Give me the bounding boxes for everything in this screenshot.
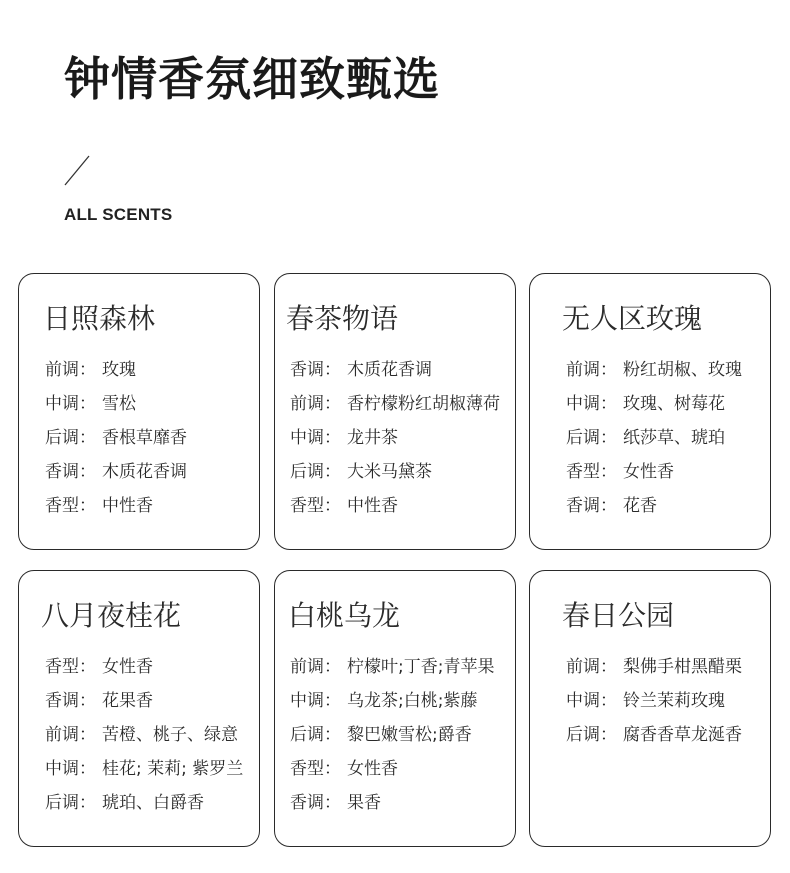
note-separator: ： xyxy=(79,394,96,414)
note-label: 香调 xyxy=(290,360,324,380)
note-list xyxy=(566,650,742,752)
note-separator: ： xyxy=(324,428,341,448)
note-label: 前调 xyxy=(290,657,324,677)
scent-name: 白桃乌龙 xyxy=(288,599,401,632)
note-row xyxy=(290,387,500,421)
note-label: 中调 xyxy=(566,394,600,414)
note-label: 后调 xyxy=(290,725,324,745)
note-value: 香根草靡香 xyxy=(102,428,187,448)
note-row xyxy=(290,786,494,820)
note-value: 琥珀、白爵香 xyxy=(102,793,204,813)
note-row xyxy=(45,455,187,489)
note-separator: ： xyxy=(600,657,617,677)
note-separator: ： xyxy=(324,793,341,813)
note-label: 香型 xyxy=(45,657,79,677)
note-row xyxy=(45,718,243,752)
scent-name: 无人区玫瑰 xyxy=(562,302,703,335)
note-label: 香调 xyxy=(290,793,324,813)
note-value: 木质花香调 xyxy=(102,462,187,482)
note-separator: ： xyxy=(324,496,341,516)
note-separator: ： xyxy=(600,360,617,380)
note-label: 前调 xyxy=(45,725,79,745)
note-separator: ： xyxy=(79,360,96,380)
slash-divider xyxy=(64,155,90,186)
note-value: 腐香香草龙涎香 xyxy=(623,725,742,745)
note-list xyxy=(45,650,243,820)
note-row xyxy=(290,421,500,455)
scent-card xyxy=(529,570,771,847)
note-row xyxy=(566,718,742,752)
note-label: 后调 xyxy=(566,725,600,745)
note-row xyxy=(290,650,494,684)
note-row xyxy=(290,718,494,752)
note-label: 香型 xyxy=(45,496,79,516)
note-label: 香型 xyxy=(290,496,324,516)
note-value: 香柠檬粉红胡椒薄荷 xyxy=(347,394,500,414)
note-value: 苦橙、桃子、绿意 xyxy=(102,725,238,745)
note-row xyxy=(290,752,494,786)
note-label: 前调 xyxy=(45,360,79,380)
note-value: 女性香 xyxy=(347,759,398,779)
note-label: 后调 xyxy=(290,462,324,482)
scent-name: 春茶物语 xyxy=(286,302,399,335)
note-label: 后调 xyxy=(45,793,79,813)
note-label: 香调 xyxy=(45,691,79,711)
note-row xyxy=(290,489,500,523)
note-separator: ： xyxy=(324,462,341,482)
note-row xyxy=(566,455,742,489)
note-label: 后调 xyxy=(45,428,79,448)
note-value: 铃兰茉莉玫瑰 xyxy=(623,691,725,711)
note-row xyxy=(45,786,243,820)
note-row xyxy=(45,353,187,387)
note-separator: ： xyxy=(600,496,617,516)
note-value: 粉红胡椒、玫瑰 xyxy=(623,360,742,380)
note-row xyxy=(566,684,742,718)
note-value: 女性香 xyxy=(623,462,674,482)
note-value: 玫瑰、树莓花 xyxy=(623,394,725,414)
note-label: 中调 xyxy=(290,691,324,711)
scent-card xyxy=(529,273,771,550)
note-separator: ： xyxy=(79,691,96,711)
note-label: 香调 xyxy=(45,462,79,482)
note-row xyxy=(45,752,243,786)
note-list xyxy=(290,650,494,820)
note-separator: ： xyxy=(324,691,341,711)
note-row xyxy=(45,387,187,421)
note-value: 梨佛手柑黑醋栗 xyxy=(623,657,742,677)
scent-card xyxy=(18,273,260,550)
note-row xyxy=(45,489,187,523)
note-separator: ： xyxy=(600,428,617,448)
scent-card xyxy=(274,570,516,847)
note-label: 前调 xyxy=(566,657,600,677)
note-value: 花果香 xyxy=(102,691,153,711)
note-value: 黎巴嫩雪松;爵香 xyxy=(347,725,472,745)
note-separator: ： xyxy=(324,759,341,779)
scent-name: 八月夜桂花 xyxy=(41,599,182,632)
note-separator: ： xyxy=(79,496,96,516)
note-separator: ： xyxy=(600,462,617,482)
note-label: 香型 xyxy=(290,759,324,779)
note-separator: ： xyxy=(324,394,341,414)
page-title: 钟情香氛细致甄选 xyxy=(64,52,440,106)
note-list xyxy=(290,353,500,523)
note-value: 玫瑰 xyxy=(102,360,136,380)
scent-card xyxy=(18,570,260,847)
note-row xyxy=(566,353,742,387)
note-row xyxy=(290,353,500,387)
note-row xyxy=(566,421,742,455)
note-value: 果香 xyxy=(347,793,381,813)
note-label: 中调 xyxy=(290,428,324,448)
note-label: 前调 xyxy=(566,360,600,380)
scent-name: 春日公园 xyxy=(562,599,675,632)
note-value: 中性香 xyxy=(102,496,153,516)
note-label: 前调 xyxy=(290,394,324,414)
note-separator: ： xyxy=(79,462,96,482)
note-list xyxy=(566,353,742,523)
note-separator: ： xyxy=(79,759,96,779)
note-label: 中调 xyxy=(566,691,600,711)
note-row xyxy=(45,684,243,718)
note-value: 柠檬叶;丁香;青苹果 xyxy=(347,657,495,677)
note-value: 木质花香调 xyxy=(347,360,432,380)
note-row xyxy=(290,684,494,718)
note-value: 乌龙茶;白桃;紫藤 xyxy=(347,691,478,711)
note-label: 香调 xyxy=(566,496,600,516)
note-label: 香型 xyxy=(566,462,600,482)
note-separator: ： xyxy=(600,394,617,414)
note-row xyxy=(566,387,742,421)
note-list xyxy=(45,353,187,523)
note-label: 后调 xyxy=(566,428,600,448)
note-value: 大米马黛茶 xyxy=(347,462,432,482)
note-separator: ： xyxy=(79,725,96,745)
note-row xyxy=(45,421,187,455)
note-value: 女性香 xyxy=(102,657,153,677)
note-value: 桂花; 茉莉; 紫罗兰 xyxy=(102,759,244,779)
note-value: 纸莎草、琥珀 xyxy=(623,428,725,448)
note-separator: ： xyxy=(600,725,617,745)
section-subtitle: ALL SCENTS xyxy=(64,205,173,224)
note-separator: ： xyxy=(79,428,96,448)
note-row xyxy=(566,650,742,684)
note-separator: ： xyxy=(79,793,96,813)
note-row xyxy=(45,650,243,684)
note-value: 雪松 xyxy=(102,394,136,414)
note-label: 中调 xyxy=(45,394,79,414)
scent-card xyxy=(274,273,516,550)
note-value: 龙井茶 xyxy=(347,428,398,448)
note-row xyxy=(290,455,500,489)
note-separator: ： xyxy=(324,360,341,380)
note-row xyxy=(566,489,742,523)
note-separator: ： xyxy=(600,691,617,711)
note-value: 花香 xyxy=(623,496,657,516)
note-separator: ： xyxy=(79,657,96,677)
note-label: 中调 xyxy=(45,759,79,779)
note-separator: ： xyxy=(324,657,341,677)
note-value: 中性香 xyxy=(347,496,398,516)
scent-name: 日照森林 xyxy=(43,302,156,335)
note-separator: ： xyxy=(324,725,341,745)
